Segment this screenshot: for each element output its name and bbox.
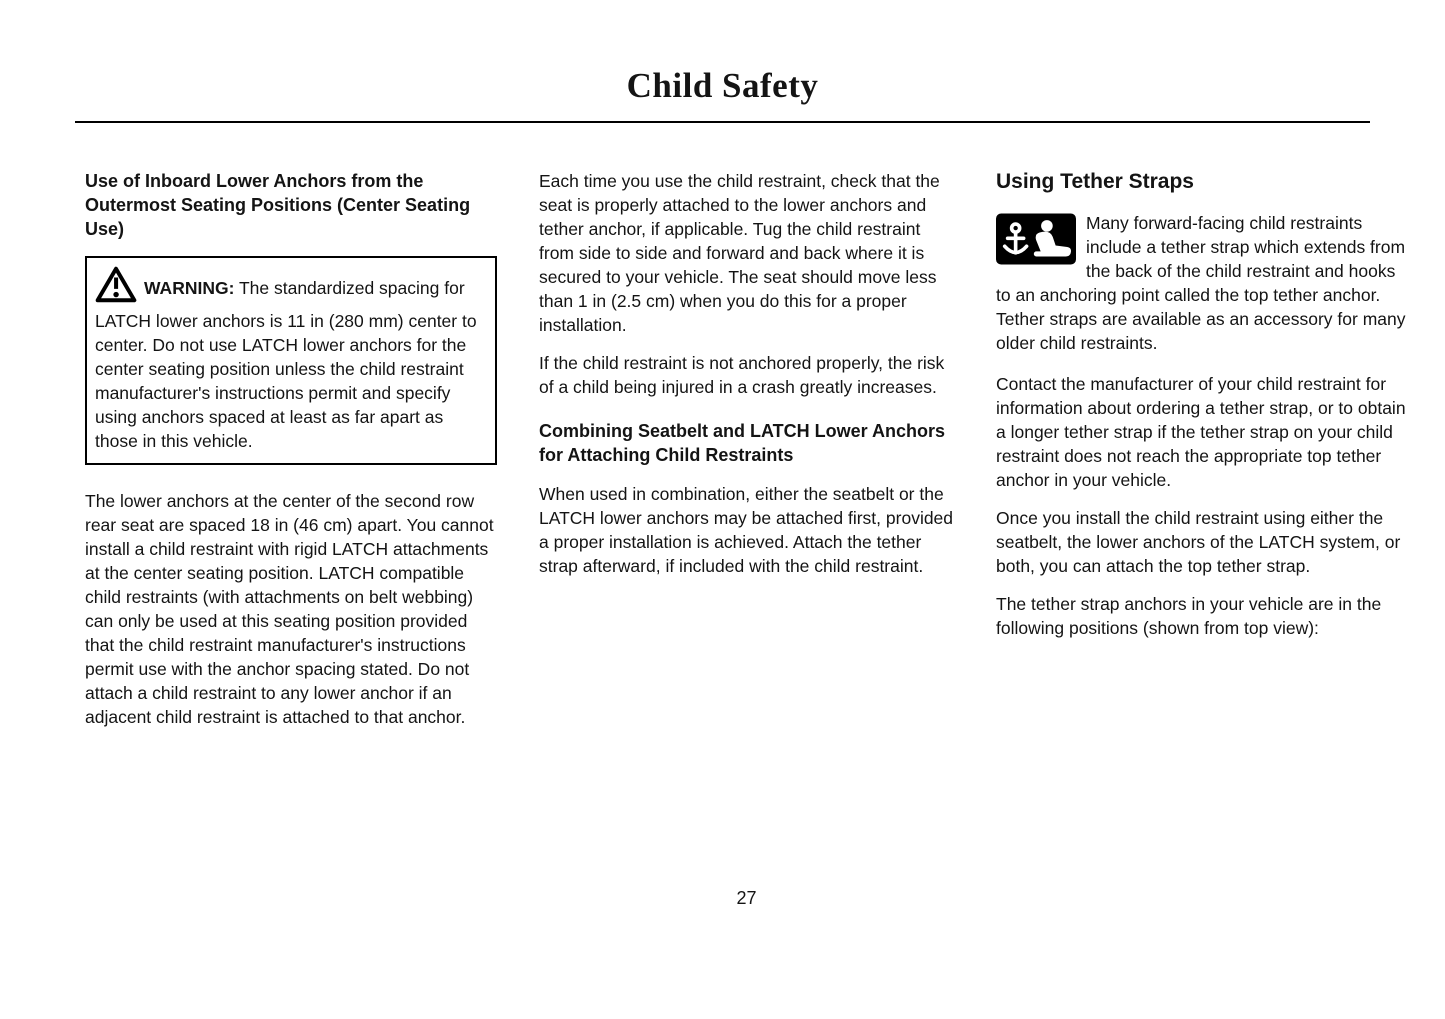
warning-label: WARNING:: [144, 278, 235, 298]
warning-triangle-icon: [95, 266, 137, 309]
content-columns: [85, 169, 1445, 743]
warning-box: [85, 256, 497, 465]
title-divider: [75, 121, 1370, 123]
paragraph: Contact the manufacturer of your child restraint for information about ordering a tether strap, or to obtain a longer tether strap if the tether strap on your child restraint does not reach the appropriate top tether anchor in your vehicle.: [996, 374, 1406, 490]
page-title: Child Safety: [626, 66, 819, 105]
column-left: [85, 169, 497, 743]
paragraph: The tether strap anchors in your vehicle are in the following positions (shown from top view):: [996, 594, 1382, 638]
section-heading-tether-straps: Using Tether Straps: [996, 170, 1194, 193]
child-seat-anchor-icon: [996, 213, 1076, 271]
paragraph: Once you install the child restraint using either the seatbelt, the lower anchors of the LATCH system, or both, you can attach the top tether strap.: [996, 508, 1401, 576]
section-heading-combining-seatbelt: Combining Seatbelt and LATCH Lower Anchors for Attaching Child Restraints: [539, 421, 946, 465]
warning-text: The standardized spacing for LATCH lower anchors is 11 in (280 mm) center to center. Do not use LATCH lower anchors for the center seating position unless the child restraint manufacturer's instructions permit and specify using anchors spaced at least as far apart as those in this vehicle.: [95, 278, 477, 451]
paragraph: When used in combination, either the seatbelt or the LATCH lower anchors may be attached first, provided a proper installation is achieved. Attach the tether strap afterward, if included with the child restraint.: [539, 484, 954, 576]
paragraph-text: Many forward-facing child restraints include a tether strap which extends from the back of the child restraint and hooks to an anchoring point called the top tether anchor. Tether straps are available as an accessory for many older child restraints.: [996, 213, 1406, 353]
paragraph: If the child restraint is not anchored properly, the risk of a child being injured in a crash greatly increases.: [539, 353, 945, 397]
paragraph: The lower anchors at the center of the second row rear seat are spaced 18 in (46 cm) apart. You cannot install a child restraint with rigid LATCH attachments at the center seating position. LATCH compatible child restraints (with attachments on belt webbing) can only be used at this seating position provided that the child restraint manufacturer's instructions permit use with the anchor spacing stated. Do not attach a child restraint to any lower anchor if an adjacent child restraint is attached to that anchor.: [85, 491, 494, 727]
section-heading-inboard-anchors: Use of Inboard Lower Anchors from the Outermost Seating Positions (Center Seating Use): [85, 171, 471, 239]
column-right: [996, 169, 1411, 743]
paragraph-with-icon: [996, 211, 1411, 355]
column-middle: [539, 169, 954, 743]
paragraph: Each time you use the child restraint, check that the seat is properly attached to the lower anchors and tether anchor, if applicable. Tug the child restraint from side to side and forward and back where it is secured to your vehicle. The seat should move less than 1 in (2.5 cm) when you do this for a proper installation.: [539, 171, 940, 335]
page-number: 27: [736, 888, 757, 908]
